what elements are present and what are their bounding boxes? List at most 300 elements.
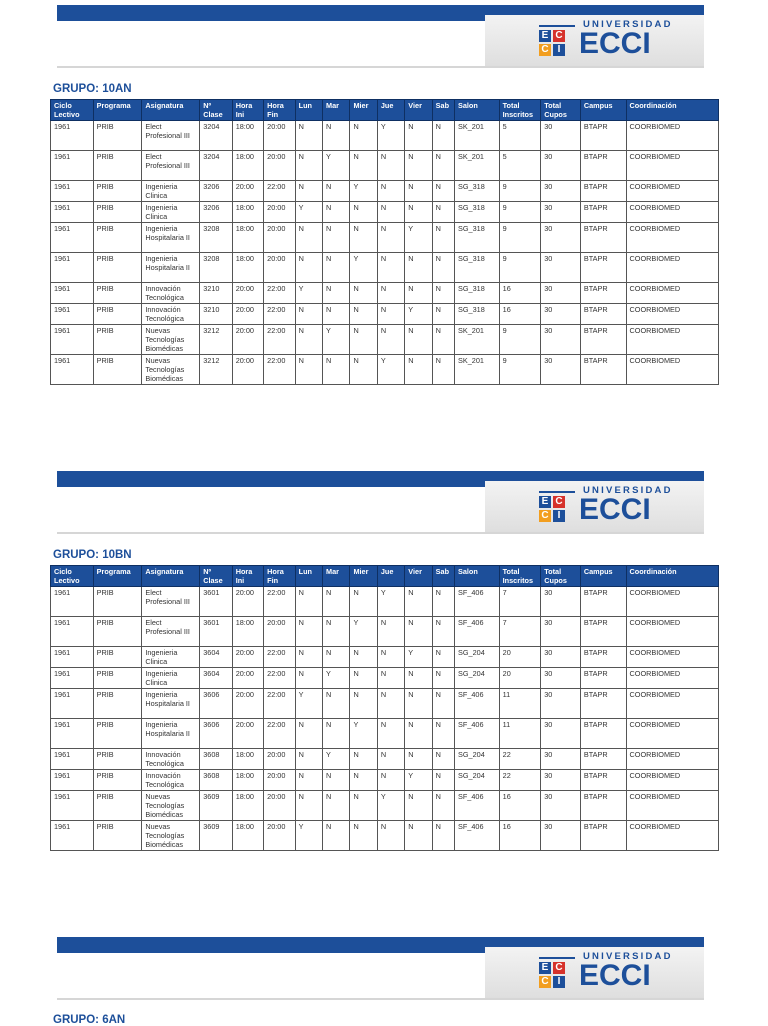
table-cell: Y — [295, 202, 322, 223]
table-cell: N — [432, 719, 454, 749]
table-cell: PRIB — [93, 325, 142, 355]
table-cell: N — [377, 223, 404, 253]
table-cell: COORBIOMED — [626, 181, 719, 202]
table-cell: 16 — [499, 791, 541, 821]
column-header: Mier — [350, 566, 377, 587]
table-row — [51, 749, 719, 770]
table-cell: SF_406 — [454, 719, 499, 749]
table-row — [51, 355, 719, 385]
column-header: Programa — [93, 566, 142, 587]
table-cell: 20:00 — [232, 325, 263, 355]
table-cell: 3204 — [200, 151, 232, 181]
table-cell: N — [350, 821, 377, 851]
logo-tile: I — [553, 44, 565, 56]
table-cell: 30 — [541, 689, 581, 719]
column-header: Salon — [454, 100, 499, 121]
table-cell: Y — [350, 253, 377, 283]
table-cell: 20:00 — [264, 617, 295, 647]
table-cell: N — [377, 202, 404, 223]
table-cell: N — [323, 355, 350, 385]
table-cell: Y — [323, 325, 350, 355]
logo-tile: E — [539, 496, 551, 508]
column-header: Asignatura — [142, 100, 200, 121]
table-cell: 9 — [499, 355, 541, 385]
table-cell: COORBIOMED — [626, 689, 719, 719]
table-cell: COORBIOMED — [626, 617, 719, 647]
table-cell: 3608 — [200, 770, 232, 791]
schedule-table — [50, 565, 719, 851]
table-cell: COORBIOMED — [626, 719, 719, 749]
table-cell: N — [432, 202, 454, 223]
logo-tile: C — [539, 510, 551, 522]
table-cell: 20:00 — [232, 181, 263, 202]
table-cell: COORBIOMED — [626, 749, 719, 770]
table-cell: 20 — [499, 668, 541, 689]
table-cell: N — [323, 304, 350, 325]
table-cell: 30 — [541, 181, 581, 202]
table-cell: N — [377, 253, 404, 283]
table-cell: 18:00 — [232, 821, 263, 851]
logo-tile: E — [539, 30, 551, 42]
table-cell: Ingenieria Hospitalaria II — [142, 689, 200, 719]
table-cell: N — [432, 770, 454, 791]
table-cell: SG_318 — [454, 304, 499, 325]
table-cell: BTAPR — [580, 355, 626, 385]
logo-tile: C — [553, 496, 565, 508]
table-cell: 9 — [499, 223, 541, 253]
table-cell: BTAPR — [580, 587, 626, 617]
table-cell: 3601 — [200, 617, 232, 647]
group-title: GRUPO: 10AN — [53, 83, 132, 95]
table-cell: Y — [405, 647, 432, 668]
table-cell: 18:00 — [232, 151, 263, 181]
table-cell: SF_406 — [454, 821, 499, 851]
table-row — [51, 223, 719, 253]
table-cell: N — [295, 770, 322, 791]
table-cell: 3606 — [200, 689, 232, 719]
table-cell: N — [405, 791, 432, 821]
column-header: Coordinación — [626, 100, 719, 121]
table-cell: PRIB — [93, 719, 142, 749]
table-cell: Ingenieria Hospitalaria II — [142, 719, 200, 749]
column-header: Jue — [377, 100, 404, 121]
table-cell: 3606 — [200, 719, 232, 749]
table-cell: 30 — [541, 791, 581, 821]
table-cell: BTAPR — [580, 253, 626, 283]
table-cell: N — [432, 668, 454, 689]
table-cell: Ingenieria Hospitalaria II — [142, 253, 200, 283]
table-cell: PRIB — [93, 355, 142, 385]
table-cell: COORBIOMED — [626, 355, 719, 385]
table-cell: N — [350, 304, 377, 325]
column-header: Total Inscritos — [499, 566, 541, 587]
logo-university-text: UNIVERSIDAD — [583, 19, 673, 30]
logo-ecci-text: ECCI — [579, 959, 651, 992]
table-cell: SG_318 — [454, 283, 499, 304]
table-cell: 20:00 — [232, 719, 263, 749]
table-cell: 22:00 — [264, 689, 295, 719]
table-cell: 30 — [541, 355, 581, 385]
table-cell: PRIB — [93, 283, 142, 304]
table-cell: 30 — [541, 719, 581, 749]
table-cell: N — [377, 668, 404, 689]
table-cell: 16 — [499, 283, 541, 304]
table-cell: N — [323, 647, 350, 668]
table-cell: 1961 — [51, 647, 94, 668]
table-cell: 3609 — [200, 821, 232, 851]
column-header: Vier — [405, 566, 432, 587]
table-cell: 9 — [499, 202, 541, 223]
table-cell: N — [405, 253, 432, 283]
table-cell: 30 — [541, 283, 581, 304]
table-cell: COORBIOMED — [626, 587, 719, 617]
table-cell: 20:00 — [232, 355, 263, 385]
table-cell: BTAPR — [580, 647, 626, 668]
table-cell: 20:00 — [264, 202, 295, 223]
table-cell: Ingenieria Clinica — [142, 668, 200, 689]
table-cell: N — [377, 304, 404, 325]
column-header: Hora Fin — [264, 566, 295, 587]
table-cell: N — [405, 355, 432, 385]
table-cell: N — [377, 749, 404, 770]
table-cell: N — [323, 821, 350, 851]
table-cell: N — [323, 181, 350, 202]
table-cell: 1961 — [51, 202, 94, 223]
table-cell: PRIB — [93, 223, 142, 253]
table-cell: N — [432, 749, 454, 770]
table-cell: Y — [295, 283, 322, 304]
table-cell: 30 — [541, 253, 581, 283]
table-cell: Y — [405, 770, 432, 791]
table-cell: 1961 — [51, 749, 94, 770]
table-row — [51, 791, 719, 821]
table-cell: 22:00 — [264, 325, 295, 355]
logo-tile: E — [539, 962, 551, 974]
table-cell: N — [377, 719, 404, 749]
table-row — [51, 253, 719, 283]
table-cell: PRIB — [93, 151, 142, 181]
table-cell: 7 — [499, 617, 541, 647]
column-header: Campus — [580, 100, 626, 121]
table-cell: 20:00 — [232, 283, 263, 304]
table-cell: N — [432, 151, 454, 181]
column-header: Hora Ini — [232, 566, 263, 587]
table-cell: Nuevas Tecnologías Biomédicas — [142, 821, 200, 851]
table-cell: 1961 — [51, 668, 94, 689]
table-cell: 22:00 — [264, 181, 295, 202]
table-row — [51, 283, 719, 304]
table-cell: N — [377, 325, 404, 355]
table-cell: 1961 — [51, 821, 94, 851]
table-cell: Innovación Tecnológica — [142, 770, 200, 791]
table-cell: 1961 — [51, 617, 94, 647]
table-cell: 3212 — [200, 355, 232, 385]
table-cell: N — [295, 253, 322, 283]
table-cell: SK_201 — [454, 151, 499, 181]
table-cell: N — [377, 770, 404, 791]
table-cell: Y — [377, 355, 404, 385]
table-cell: 9 — [499, 181, 541, 202]
table-cell: 20:00 — [232, 689, 263, 719]
table-cell: N — [350, 587, 377, 617]
table-cell: BTAPR — [580, 617, 626, 647]
table-cell: N — [405, 121, 432, 151]
table-cell: SF_406 — [454, 617, 499, 647]
table-cell: 22:00 — [264, 587, 295, 617]
table-cell: Y — [377, 791, 404, 821]
table-cell: PRIB — [93, 181, 142, 202]
table-cell: 1961 — [51, 181, 94, 202]
table-cell: N — [350, 791, 377, 821]
table-cell: 16 — [499, 304, 541, 325]
table-row — [51, 617, 719, 647]
table-cell: Y — [295, 821, 322, 851]
table-cell: N — [405, 821, 432, 851]
logo-tile: C — [553, 30, 565, 42]
table-cell: BTAPR — [580, 719, 626, 749]
table-cell: SG_204 — [454, 770, 499, 791]
table-cell: SF_406 — [454, 791, 499, 821]
table-cell: N — [323, 283, 350, 304]
column-header: Programa — [93, 100, 142, 121]
table-cell: N — [432, 283, 454, 304]
table-cell: Y — [377, 121, 404, 151]
table-cell: N — [295, 647, 322, 668]
column-header: Total Cupos — [541, 100, 581, 121]
table-cell: SG_204 — [454, 647, 499, 668]
table-cell: N — [432, 121, 454, 151]
table-cell: N — [350, 121, 377, 151]
table-cell: 5 — [499, 151, 541, 181]
table-cell: N — [405, 689, 432, 719]
table-cell: SK_201 — [454, 355, 499, 385]
table-cell: 20:00 — [232, 304, 263, 325]
table-cell: N — [295, 587, 322, 617]
table-cell: 22:00 — [264, 647, 295, 668]
table-cell: N — [432, 587, 454, 617]
table-row — [51, 181, 719, 202]
table-cell: 3609 — [200, 791, 232, 821]
table-cell: 22:00 — [264, 355, 295, 385]
table-cell: N — [377, 821, 404, 851]
table-cell: PRIB — [93, 617, 142, 647]
table-cell: COORBIOMED — [626, 223, 719, 253]
table-cell: 1961 — [51, 689, 94, 719]
table-cell: N — [295, 719, 322, 749]
table-row — [51, 304, 719, 325]
table-cell: 20:00 — [264, 223, 295, 253]
table-cell: N — [432, 617, 454, 647]
table-cell: N — [295, 749, 322, 770]
table-row — [51, 325, 719, 355]
table-cell: BTAPR — [580, 304, 626, 325]
table-cell: 22:00 — [264, 719, 295, 749]
table-cell: 18:00 — [232, 202, 263, 223]
table-cell: 30 — [541, 304, 581, 325]
table-cell: N — [323, 253, 350, 283]
table-row — [51, 647, 719, 668]
table-cell: 3210 — [200, 304, 232, 325]
column-header: Vier — [405, 100, 432, 121]
table-row — [51, 202, 719, 223]
table-row — [51, 770, 719, 791]
table-cell: COORBIOMED — [626, 253, 719, 283]
table-cell: N — [432, 791, 454, 821]
table-cell: 30 — [541, 587, 581, 617]
logo-tile: C — [539, 44, 551, 56]
table-cell: 1961 — [51, 355, 94, 385]
table-cell: N — [295, 668, 322, 689]
table-cell: N — [432, 355, 454, 385]
table-cell: 1961 — [51, 770, 94, 791]
table-cell: 11 — [499, 689, 541, 719]
table-cell: N — [405, 719, 432, 749]
table-cell: 18:00 — [232, 121, 263, 151]
table-cell: Ingenieria Hospitalaria II — [142, 223, 200, 253]
table-cell: 30 — [541, 223, 581, 253]
table-cell: Innovación Tecnológica — [142, 304, 200, 325]
table-cell: N — [323, 791, 350, 821]
table-cell: N — [323, 223, 350, 253]
table-cell: 9 — [499, 253, 541, 283]
table-cell: N — [323, 587, 350, 617]
table-cell: 20:00 — [232, 647, 263, 668]
table-cell: PRIB — [93, 304, 142, 325]
column-header: Total Inscritos — [499, 100, 541, 121]
column-header: Salon — [454, 566, 499, 587]
table-cell: COORBIOMED — [626, 647, 719, 668]
table-cell: N — [350, 355, 377, 385]
table-cell: 18:00 — [232, 749, 263, 770]
table-cell: N — [350, 770, 377, 791]
schedule-table — [50, 99, 719, 385]
table-header-row — [51, 100, 719, 121]
table-cell: 20:00 — [264, 821, 295, 851]
table-cell: N — [323, 689, 350, 719]
table-cell: PRIB — [93, 821, 142, 851]
table-cell: N — [405, 617, 432, 647]
table-cell: SK_201 — [454, 325, 499, 355]
table-cell: Y — [323, 668, 350, 689]
table-cell: N — [295, 304, 322, 325]
table-cell: N — [377, 283, 404, 304]
table-cell: N — [377, 617, 404, 647]
table-cell: 3208 — [200, 223, 232, 253]
table-cell: N — [350, 223, 377, 253]
table-cell: N — [350, 668, 377, 689]
table-cell: 1961 — [51, 283, 94, 304]
table-cell: 30 — [541, 770, 581, 791]
table-cell: 11 — [499, 719, 541, 749]
table-cell: Ingenieria Clinica — [142, 202, 200, 223]
table-cell: BTAPR — [580, 770, 626, 791]
table-cell: 9 — [499, 325, 541, 355]
table-cell: N — [405, 749, 432, 770]
ecci-logo — [537, 949, 707, 993]
table-cell: Y — [350, 617, 377, 647]
table-cell: N — [405, 151, 432, 181]
table-cell: Innovación Tecnológica — [142, 283, 200, 304]
table-cell: BTAPR — [580, 668, 626, 689]
table-cell: N — [295, 151, 322, 181]
table-cell: PRIB — [93, 202, 142, 223]
table-cell: N — [405, 181, 432, 202]
table-cell: BTAPR — [580, 121, 626, 151]
table-cell: 30 — [541, 821, 581, 851]
ecci-logo — [537, 483, 707, 527]
table-cell: Innovación Tecnológica — [142, 749, 200, 770]
table-cell: 3601 — [200, 587, 232, 617]
table-cell: BTAPR — [580, 283, 626, 304]
table-cell: Ingenieria Clinica — [142, 181, 200, 202]
table-cell: COORBIOMED — [626, 791, 719, 821]
column-header: Mier — [350, 100, 377, 121]
column-header: Asignatura — [142, 566, 200, 587]
table-cell: 3210 — [200, 283, 232, 304]
table-cell: N — [323, 770, 350, 791]
table-cell: N — [432, 689, 454, 719]
table-cell: 20:00 — [232, 587, 263, 617]
table-cell: 22:00 — [264, 304, 295, 325]
column-header: Nº Clase — [200, 566, 232, 587]
table-cell: Elect Profesional III — [142, 151, 200, 181]
group-title: GRUPO: 6AN — [53, 1014, 126, 1026]
table-cell: Y — [377, 587, 404, 617]
table-cell: 1961 — [51, 791, 94, 821]
table-cell: N — [350, 689, 377, 719]
table-cell: N — [323, 719, 350, 749]
table-cell: Y — [405, 223, 432, 253]
table-cell: 3604 — [200, 647, 232, 668]
table-row — [51, 719, 719, 749]
table-cell: PRIB — [93, 647, 142, 668]
logo-university-text: UNIVERSIDAD — [583, 951, 673, 962]
table-cell: 20:00 — [264, 151, 295, 181]
column-header: Lun — [295, 566, 322, 587]
table-cell: 3604 — [200, 668, 232, 689]
table-cell: N — [295, 355, 322, 385]
table-cell: COORBIOMED — [626, 121, 719, 151]
table-cell: N — [350, 749, 377, 770]
table-cell: N — [405, 202, 432, 223]
table-cell: N — [377, 647, 404, 668]
table-cell: 18:00 — [232, 770, 263, 791]
table-cell: 20:00 — [264, 253, 295, 283]
logo-ecci-text: ECCI — [579, 27, 651, 60]
table-cell: COORBIOMED — [626, 283, 719, 304]
table-header-row — [51, 566, 719, 587]
column-header: Total Cupos — [541, 566, 581, 587]
table-cell: 1961 — [51, 587, 94, 617]
table-cell: Nuevas Tecnologías Biomédicas — [142, 791, 200, 821]
column-header: Jue — [377, 566, 404, 587]
table-cell: Elect Profesional III — [142, 121, 200, 151]
table-cell: N — [350, 283, 377, 304]
table-cell: N — [323, 202, 350, 223]
group-title: GRUPO: 10BN — [53, 549, 132, 561]
table-cell: 30 — [541, 617, 581, 647]
table-cell: SG_318 — [454, 202, 499, 223]
table-cell: Y — [323, 749, 350, 770]
table-cell: 1961 — [51, 121, 94, 151]
table-cell: 20:00 — [232, 668, 263, 689]
table-cell: Y — [405, 304, 432, 325]
table-cell: N — [405, 668, 432, 689]
table-cell: 18:00 — [232, 223, 263, 253]
table-cell: SG_204 — [454, 749, 499, 770]
table-cell: PRIB — [93, 253, 142, 283]
table-cell: 20:00 — [264, 749, 295, 770]
